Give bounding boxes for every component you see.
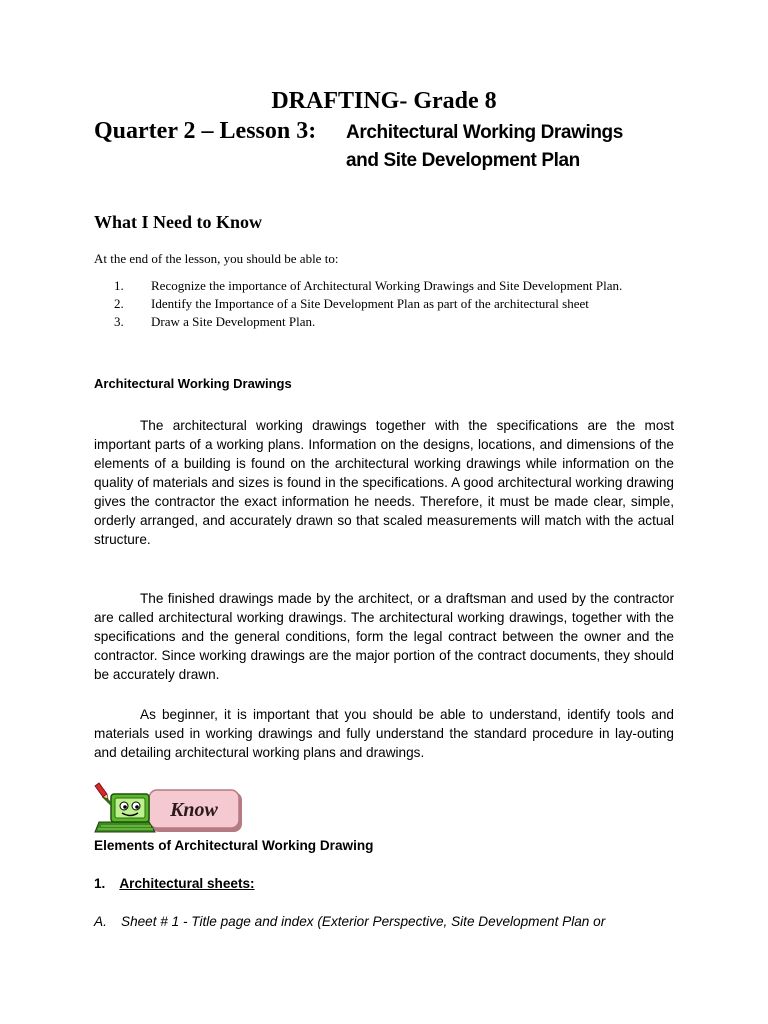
objectives-intro: At the end of the lesson, you should be able to: [94,251,339,266]
sheet-text: Sheet # 1 - Title page and index (Exterior Perspective, Site Development Plan or [121,914,606,929]
paragraph: The finished drawings made by the architect, or a draftsman and used by the contractor are called architectural working drawings. The architectural working drawings, together with the specifications and the general conditions, form the legal contract between the owner and the contractor. Since working drawings are the major portion of the contract documents, they should be accurately drawn. [94,591,674,682]
objective-item [94,277,674,295]
objective-item [94,295,674,313]
objective-text: Recognize the importance of Architectural Working Drawings and Site Development Plan. [151,278,623,293]
architectural-sheets-label: Architectural sheets: [119,876,255,891]
sheet-letter: A. [94,914,107,929]
objective-item [94,313,674,331]
know-badge [93,782,245,836]
objective-text: Draw a Site Development Plan. [151,314,316,329]
lesson-title-line1: Architectural Working Drawings [346,122,623,143]
objective-text: Identify the Importance of a Site Development Plan as part of the architectural sheet [151,296,589,311]
paragraph: The architectural working drawings together with the specifications are the most important parts of a working plans. Information on the designs, locations, and dimensions of the elements of a building is found on the architectural working drawings while information on the quality of materials and sizes is found in the specifications. A good architectural working drawing gives the contractor the exact information he needs. Therefore, it must be made clear, simple, orderly arranged, and accurately drawn so that scaled measurements will match with the actual structure. [94,418,674,547]
section-heading-awd: Architectural Working Drawings [94,376,292,391]
section-heading-what-i-need: What I Need to Know [94,212,263,232]
objective-number: 3. [114,314,124,329]
elements-heading: Elements of Architectural Working Drawing [94,838,374,853]
know-label: Know [170,799,218,821]
sheet-item-a [94,914,605,929]
lesson-quarter: Quarter 2 – Lesson 3: [94,118,317,144]
paragraph: As beginner, it is important that you should be able to understand, identify tools and materials used in working drawings and fully understand the standard procedure in lay-outing and detailing architectural working plans and drawings. [94,707,674,760]
lesson-title-line2: and Site Development Plan [346,150,580,171]
computer-mascot-icon [93,782,245,836]
architectural-sheets-heading [94,876,255,891]
objective-number: 2. [114,296,124,311]
objective-number: 1. [114,278,124,293]
document-title: DRAFTING- Grade 8 [271,88,497,114]
list-number: 1. [94,876,106,891]
objectives-list [94,277,674,331]
